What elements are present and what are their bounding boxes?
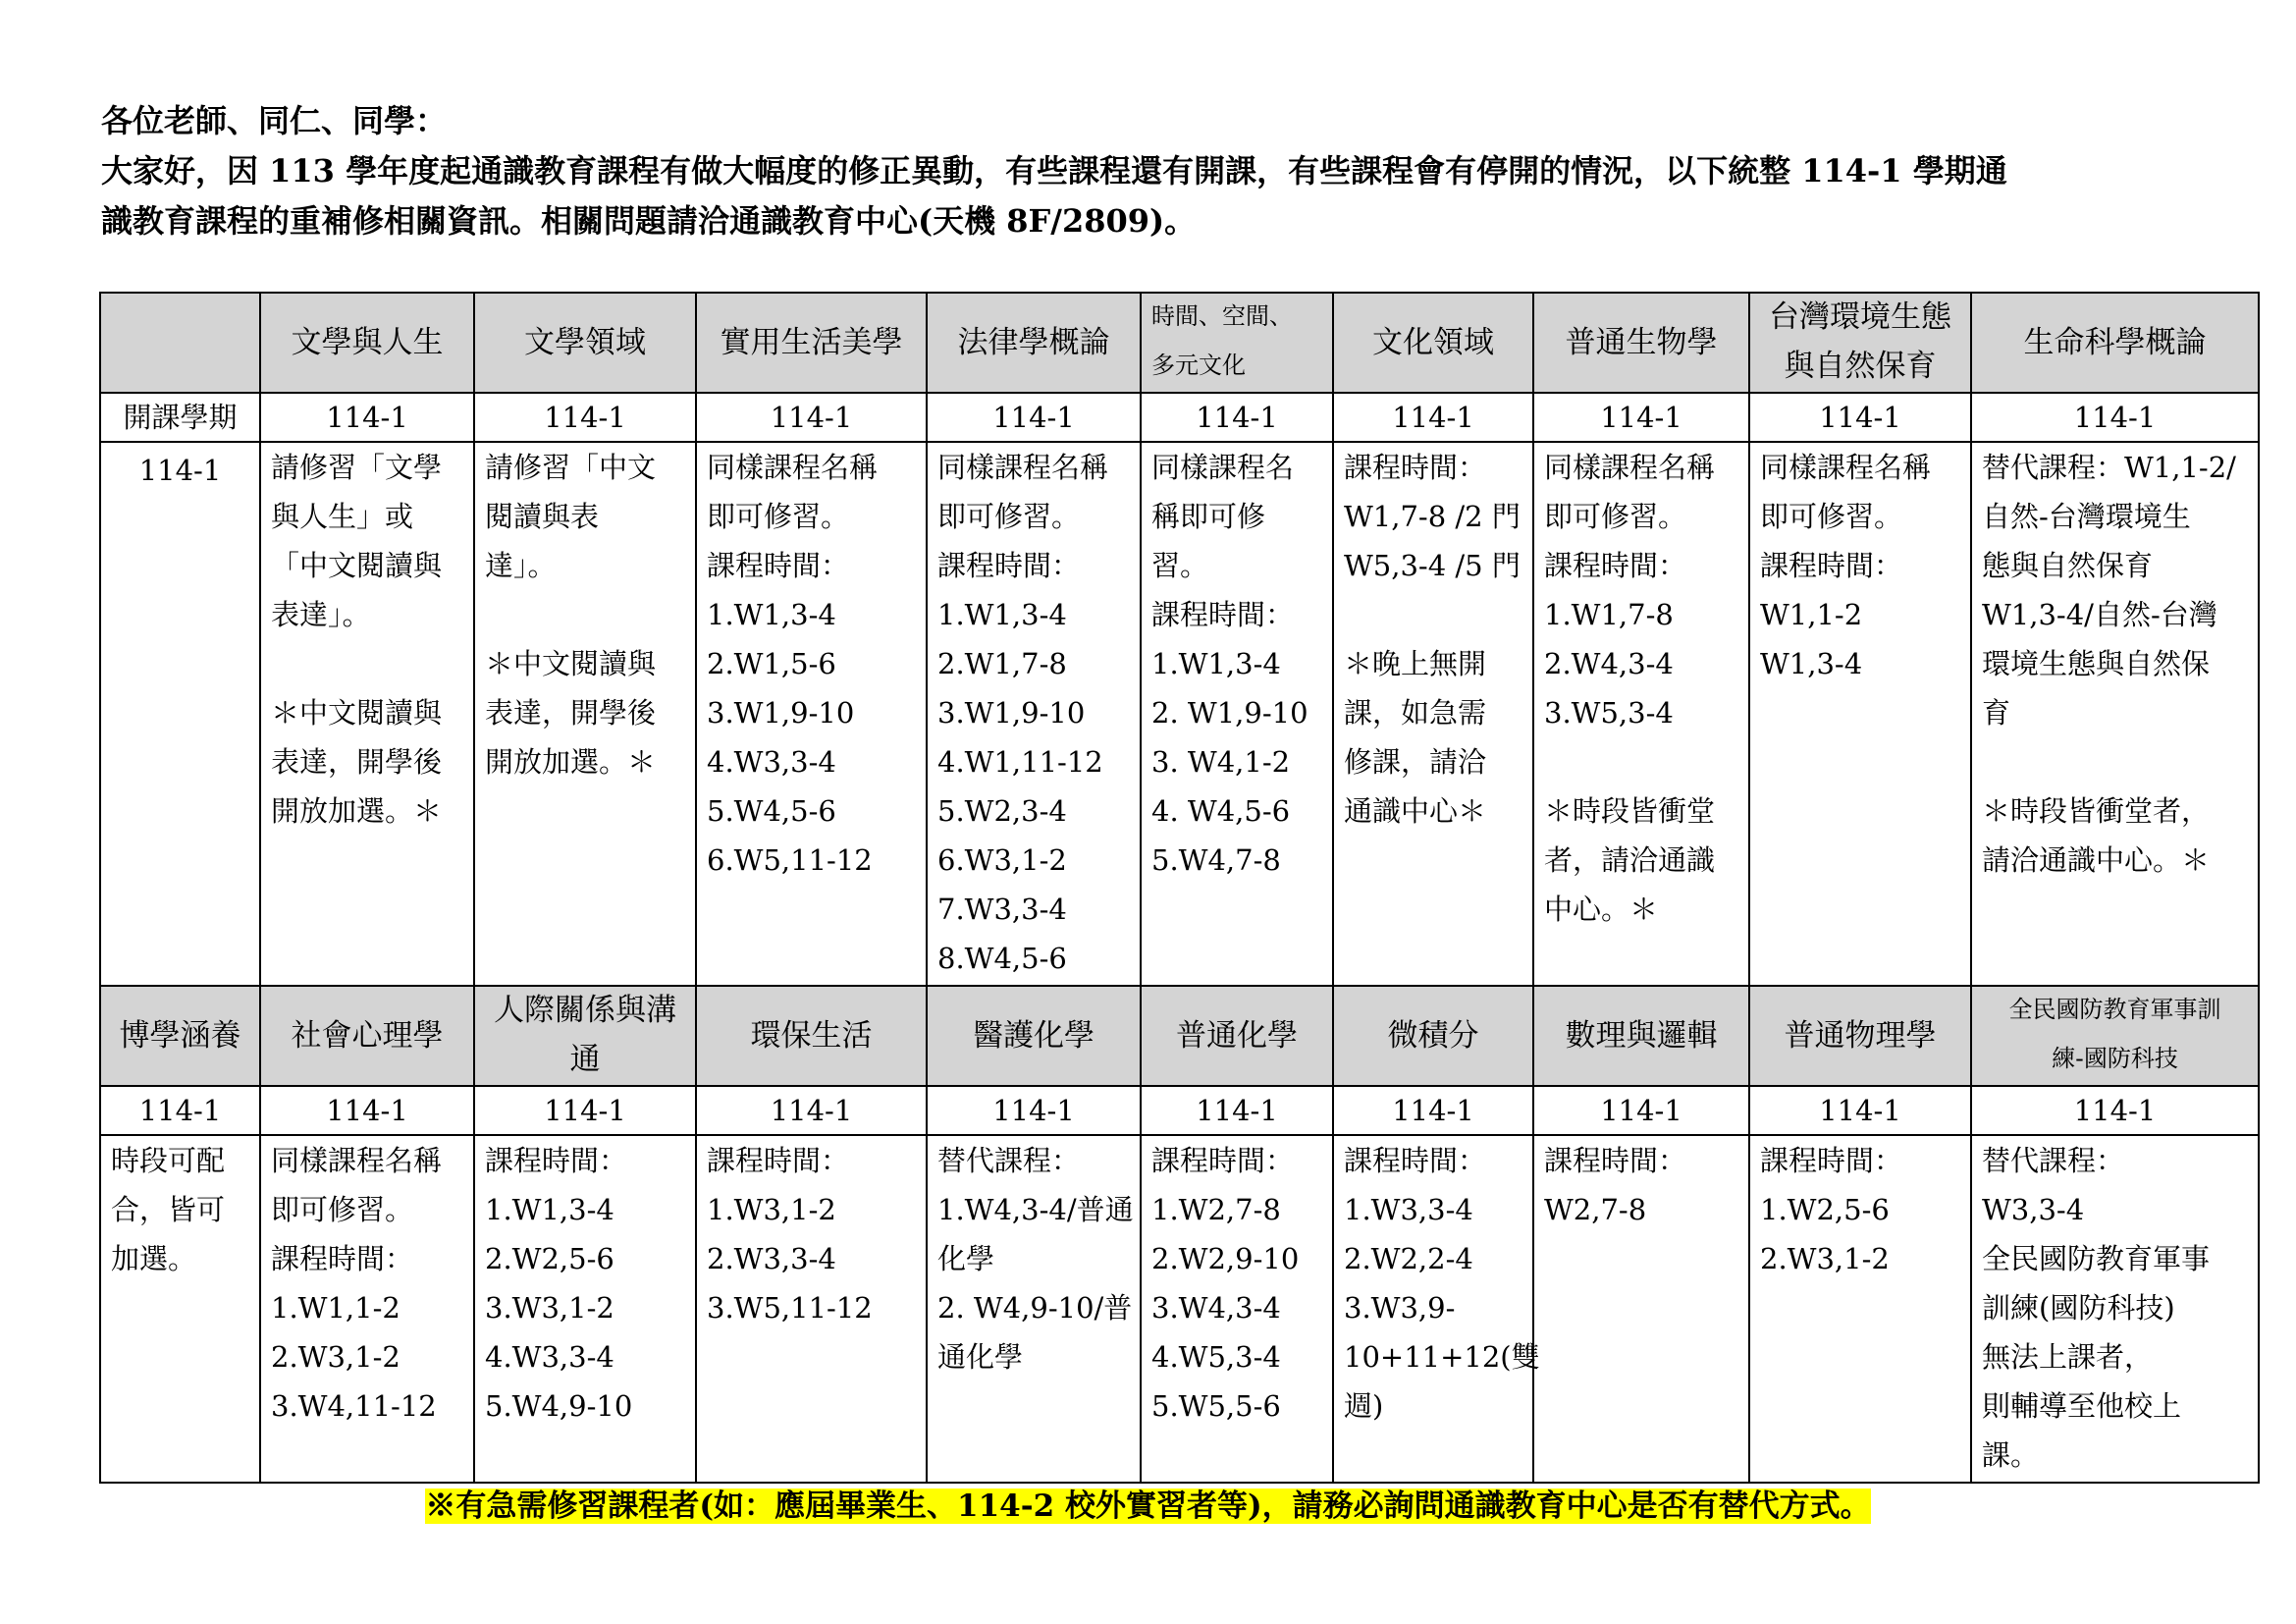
course-detail xyxy=(260,1135,474,1483)
detail-line: 3.W3,9- xyxy=(1344,1291,1456,1325)
detail-line: W5,3-4 /5 門 xyxy=(1344,549,1521,582)
detail-line: 5.W4,9-10 xyxy=(485,1389,633,1423)
course-name-line: 台灣環境生態 xyxy=(1769,299,1951,335)
detail-line: 環境生態與自然保 xyxy=(1982,647,2211,680)
detail-line: 即可修習。 xyxy=(1760,500,1903,533)
detail-line: 課程時間： xyxy=(1760,1144,1903,1177)
course-name: 生命科學概論 xyxy=(1971,293,2259,393)
detail-line: 2.W2,9-10 xyxy=(1151,1242,1300,1275)
course-name: 實用生活美學 xyxy=(696,293,927,393)
course-name: 普通生物學 xyxy=(1533,293,1749,393)
course-name: 普通物理學 xyxy=(1749,986,1971,1086)
detail-line: 即可修習。 xyxy=(707,500,850,533)
detail-line: 6.W5,11-12 xyxy=(707,843,873,877)
course-detail-row xyxy=(100,442,2259,986)
detail-line xyxy=(1544,737,1738,786)
semester-row xyxy=(100,393,2259,442)
detail-line: 課程時間： xyxy=(1544,549,1687,582)
semester-cell: 114-1 xyxy=(1141,1086,1333,1135)
detail-line: 達」。 xyxy=(485,549,557,582)
detail-line: 1.W1,3-4 xyxy=(485,1193,614,1226)
detail-line: W1,7-8 /2 門 xyxy=(1344,500,1521,533)
detail-line: 時段可配 xyxy=(111,1144,226,1177)
course-name-line: 人際關係與溝 xyxy=(494,993,676,1028)
detail-line: 表達，開學後 xyxy=(271,745,443,779)
detail-line: 課，如急需 xyxy=(1344,696,1487,730)
semester-cell: 114-1 xyxy=(1749,393,1971,442)
course-name-line: 練-國防科技 xyxy=(2052,1045,2178,1072)
detail-line: 3.W4,3-4 xyxy=(1151,1291,1281,1325)
detail-line: 2.W3,1-2 xyxy=(1760,1242,1890,1275)
course-name: 文學領域 xyxy=(474,293,696,393)
detail-line: 替代課程： xyxy=(1982,1144,2125,1177)
detail-row-label xyxy=(100,1135,260,1483)
detail-line: 請修習「中文 xyxy=(485,451,657,484)
detail-line xyxy=(1982,737,2248,786)
course-detail-row xyxy=(100,1135,2259,1483)
detail-line: 者，請洽通識 xyxy=(1544,843,1716,877)
semester-cell: 114-1 xyxy=(1971,393,2259,442)
detail-line: 課程時間： xyxy=(1151,598,1295,631)
course-name xyxy=(1141,293,1333,393)
detail-line: 通識中心＊ xyxy=(1344,794,1487,828)
course-name xyxy=(1971,986,2259,1086)
detail-line: 4. W4,5-6 xyxy=(1151,794,1291,828)
semester-cell: 114-1 xyxy=(1533,1086,1749,1135)
detail-line: ＊中文閱讀與 xyxy=(485,647,657,680)
detail-line: 化學 xyxy=(937,1242,995,1275)
detail-row-label: 114-1 xyxy=(100,442,260,986)
detail-line: 同樣課程名稱 xyxy=(271,1144,443,1177)
detail-line: 課程時間： xyxy=(485,1144,628,1177)
detail-line: 表達，開學後 xyxy=(485,696,657,730)
intro-line: 識教育課程的重補修相關資訊。相關問題請洽通識教育中心(天機 8F/2809)。 xyxy=(101,202,1197,240)
detail-line: 修課，請洽 xyxy=(1344,745,1487,779)
course-name: 普通化學 xyxy=(1141,986,1333,1086)
detail-line: 3.W5,3-4 xyxy=(1544,696,1674,730)
detail-line: 即可修習。 xyxy=(271,1193,414,1226)
detail-line: 同樣課程名 xyxy=(1151,451,1295,484)
detail-line: 合，皆可 xyxy=(111,1193,226,1226)
course-name xyxy=(474,986,696,1086)
detail-line: 2. W4,9-10/普 xyxy=(937,1291,1133,1325)
announcement-text xyxy=(101,96,2221,246)
detail-line: 2.W2,5-6 xyxy=(485,1242,614,1275)
detail-line: W1,1-2 xyxy=(1760,598,1863,631)
course-name: 微積分 xyxy=(1333,986,1533,1086)
detail-line: 態與自然保育 xyxy=(1982,549,2154,582)
detail-line: 通化學 xyxy=(937,1340,1024,1374)
course-detail xyxy=(1141,1135,1333,1483)
footer-note: ※有急需修習課程者(如：應屆畢業生、114-2 校外實習者等)，請務必詢問通識教育中心是否有替代方式。 xyxy=(425,1489,1871,1524)
semester-cell: 114-1 xyxy=(696,1086,927,1135)
detail-line: 開放加選。＊ xyxy=(485,745,657,779)
detail-line: 2. W1,9-10 xyxy=(1151,696,1308,730)
detail-line: 2.W1,5-6 xyxy=(707,647,836,680)
detail-line: 1.W2,5-6 xyxy=(1760,1193,1890,1226)
course-name-line: 時間、空間、 xyxy=(1151,302,1293,330)
detail-line: W2,7-8 xyxy=(1544,1193,1647,1226)
detail-line: 自然-台灣環境生 xyxy=(1982,500,2191,533)
semester-cell: 114-1 xyxy=(1971,1086,2259,1135)
detail-line: 替代課程：W1,1-2/ xyxy=(1982,451,2236,484)
detail-line: ＊中文閱讀與 xyxy=(271,696,443,730)
detail-line: 1.W1,7-8 xyxy=(1544,598,1674,631)
course-name: 文學與人生 xyxy=(260,293,474,393)
detail-line: 中心。＊ xyxy=(1544,893,1659,926)
detail-line: 2.W4,3-4 xyxy=(1544,647,1674,680)
course-detail xyxy=(927,442,1141,986)
semester-cell: 114-1 xyxy=(1749,1086,1971,1135)
course-detail xyxy=(1333,442,1533,986)
detail-line: 課。 xyxy=(1982,1438,2040,1472)
detail-line: 開放加選。＊ xyxy=(271,794,443,828)
detail-line: 4.W5,3-4 xyxy=(1151,1340,1281,1374)
detail-line: 2.W3,1-2 xyxy=(271,1340,400,1374)
course-header-row xyxy=(100,293,2259,393)
detail-line: 1.W3,1-2 xyxy=(707,1193,836,1226)
detail-line: 3.W1,9-10 xyxy=(707,696,855,730)
detail-line: 1.W1,3-4 xyxy=(1151,647,1281,680)
detail-line: 2.W3,3-4 xyxy=(707,1242,836,1275)
detail-line: 週) xyxy=(1344,1389,1384,1423)
semester-label: 開課學期 xyxy=(100,393,260,442)
detail-line: 訓練(國防科技) xyxy=(1982,1291,2175,1325)
detail-line: 同樣課程名稱 xyxy=(707,451,879,484)
course-name-line: 多元文化 xyxy=(1151,352,1246,379)
detail-line: 1.W2,7-8 xyxy=(1151,1193,1281,1226)
detail-line: 4.W3,3-4 xyxy=(485,1340,614,1374)
detail-line: 3. W4,1-2 xyxy=(1151,745,1291,779)
detail-line: 同樣課程名稱 xyxy=(1760,451,1932,484)
detail-line: 7.W3,3-4 xyxy=(937,893,1067,926)
course-detail xyxy=(1749,1135,1971,1483)
detail-line: 3.W4,11-12 xyxy=(271,1389,437,1423)
detail-line: 稱即可修 xyxy=(1151,500,1266,533)
detail-line: 課程時間： xyxy=(707,549,850,582)
detail-line: W1,3-4 xyxy=(1760,647,1863,680)
semester-cell: 114-1 xyxy=(474,1086,696,1135)
greeting-line: 各位老師、同仁、同學： xyxy=(101,102,448,139)
footer-note-wrapper xyxy=(0,1485,2296,1528)
detail-line xyxy=(485,590,685,639)
detail-line: 4.W3,3-4 xyxy=(707,745,836,779)
course-detail xyxy=(696,1135,927,1483)
detail-line: 表達」。 xyxy=(271,598,371,631)
detail-line: 課程時間： xyxy=(1544,1144,1687,1177)
detail-line xyxy=(1344,590,1522,639)
course-detail xyxy=(927,1135,1141,1483)
detail-line: 請洽通識中心。＊ xyxy=(1982,843,2211,877)
course-table xyxy=(99,292,2260,1484)
detail-line: ＊晚上無開 xyxy=(1344,647,1487,680)
detail-line: ＊時段皆衝堂者， xyxy=(1982,794,2211,828)
course-detail xyxy=(1533,1135,1749,1483)
course-detail xyxy=(474,1135,696,1483)
course-name: 法律學概論 xyxy=(927,293,1141,393)
detail-line: 育 xyxy=(1982,696,2011,730)
course-name-line: 全民國防教育軍事訓 xyxy=(2008,996,2221,1023)
detail-line: 2.W1,7-8 xyxy=(937,647,1067,680)
course-detail xyxy=(1749,442,1971,986)
detail-line: 習。 xyxy=(1151,549,1209,582)
row-label-header: 博學涵養 xyxy=(100,986,260,1086)
course-detail xyxy=(1971,442,2259,986)
course-header-row xyxy=(100,986,2259,1086)
detail-line: 1.W1,3-4 xyxy=(937,598,1067,631)
course-detail xyxy=(260,442,474,986)
semester-row xyxy=(100,1086,2259,1135)
detail-line: 3.W1,9-10 xyxy=(937,696,1086,730)
detail-line: 課程時間： xyxy=(1344,1144,1487,1177)
detail-line: 5.W5,5-6 xyxy=(1151,1389,1281,1423)
detail-line: 替代課程： xyxy=(937,1144,1081,1177)
detail-line: 請修習「文學 xyxy=(271,451,443,484)
detail-line: 閱讀與表 xyxy=(485,500,600,533)
detail-line: 同樣課程名稱 xyxy=(1544,451,1716,484)
detail-line: 4.W1,11-12 xyxy=(937,745,1103,779)
intro-line: 大家好，因 113 學年度起通識教育課程有做大幅度的修正異動，有些課程還有開課，有些課程會有停開的情況，以下統整 114-1 學期通 xyxy=(101,152,2007,189)
course-detail xyxy=(1333,1135,1540,1483)
course-name-line: 與自然保育 xyxy=(1784,349,1937,384)
semester-cell: 114-1 xyxy=(474,393,696,442)
course-detail xyxy=(696,442,927,986)
detail-line: 1.W4,3-4/普通 xyxy=(937,1193,1134,1226)
detail-line: W1,3-4/自然-台灣 xyxy=(1982,598,2217,631)
detail-line: 全民國防教育軍事 xyxy=(1982,1242,2211,1275)
detail-line: 10+11+12(雙 xyxy=(1344,1340,1540,1374)
detail-line: 與人生」或 xyxy=(271,500,414,533)
semester-label: 114-1 xyxy=(100,1086,260,1135)
detail-line: ＊時段皆衝堂 xyxy=(1544,794,1716,828)
course-detail xyxy=(1971,1135,2259,1483)
detail-line xyxy=(271,639,463,688)
semester-cell: 114-1 xyxy=(696,393,927,442)
semester-cell: 114-1 xyxy=(1533,393,1749,442)
course-name-line: 通 xyxy=(569,1042,601,1077)
detail-line: 同樣課程名稱 xyxy=(937,451,1109,484)
course-name xyxy=(1749,293,1971,393)
detail-line: 則輔導至他校上 xyxy=(1982,1389,2182,1423)
course-detail xyxy=(474,442,696,986)
detail-line: 1.W1,1-2 xyxy=(271,1291,400,1325)
detail-line: 無法上課者， xyxy=(1982,1340,2154,1374)
course-name: 文化領域 xyxy=(1333,293,1533,393)
semester-cell: 114-1 xyxy=(260,1086,474,1135)
semester-cell: 114-1 xyxy=(927,393,1141,442)
detail-line: 3.W5,11-12 xyxy=(707,1291,873,1325)
course-name: 數理與邏輯 xyxy=(1533,986,1749,1086)
course-name: 環保生活 xyxy=(696,986,927,1086)
semester-cell: 114-1 xyxy=(260,393,474,442)
detail-line: 3.W3,1-2 xyxy=(485,1291,614,1325)
course-name: 社會心理學 xyxy=(260,986,474,1086)
semester-cell: 114-1 xyxy=(1141,393,1333,442)
course-name: 醫護化學 xyxy=(927,986,1141,1086)
semester-cell: 114-1 xyxy=(927,1086,1141,1135)
detail-line: W3,3-4 xyxy=(1982,1193,2085,1226)
row-label-header xyxy=(100,293,260,393)
course-detail xyxy=(1533,442,1749,986)
detail-line: 「中文閱讀與 xyxy=(271,549,443,582)
detail-line: 加選。 xyxy=(111,1242,197,1275)
detail-line: 課程時間： xyxy=(1344,451,1487,484)
detail-line: 課程時間： xyxy=(707,1144,850,1177)
detail-line: 即可修習。 xyxy=(937,500,1081,533)
course-detail xyxy=(1141,442,1333,986)
detail-line: 即可修習。 xyxy=(1544,500,1687,533)
detail-line: 課程時間： xyxy=(1151,1144,1295,1177)
detail-line: 課程時間： xyxy=(1760,549,1903,582)
detail-line: 5.W4,5-6 xyxy=(707,794,836,828)
detail-line: 課程時間： xyxy=(271,1242,414,1275)
semester-cell: 114-1 xyxy=(1333,1086,1533,1135)
detail-line: 8.W4,5-6 xyxy=(937,942,1067,975)
detail-line: 2.W2,2-4 xyxy=(1344,1242,1473,1275)
detail-line: 1.W1,3-4 xyxy=(707,598,836,631)
detail-line: 5.W4,7-8 xyxy=(1151,843,1281,877)
semester-cell: 114-1 xyxy=(1333,393,1533,442)
detail-line: 課程時間： xyxy=(937,549,1081,582)
detail-line: 5.W2,3-4 xyxy=(937,794,1067,828)
detail-line: 6.W3,1-2 xyxy=(937,843,1067,877)
detail-line: 1.W3,3-4 xyxy=(1344,1193,1473,1226)
